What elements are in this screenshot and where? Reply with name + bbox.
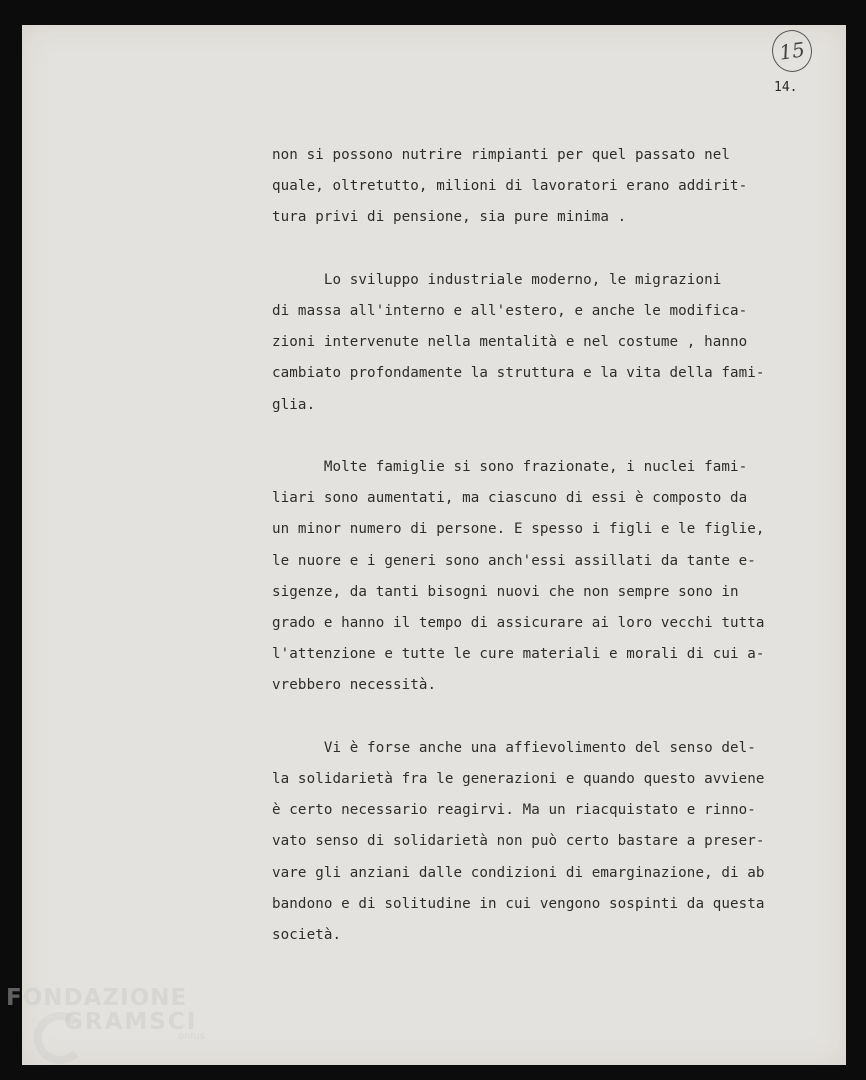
text-line: un minor numero di persone. E spesso i figli e le figlie, xyxy=(272,521,765,538)
watermark-line1: FONDAZIONE xyxy=(6,985,188,1011)
text-line: tura privi di pensione, sia pure minima . xyxy=(272,209,627,226)
text-line: le nuore e i generi sono anch'essi assillati da tante e- xyxy=(272,552,756,569)
paragraph-1 xyxy=(272,140,812,234)
text-line: cambiato profondamente la struttura e la vita della fami- xyxy=(272,365,765,382)
text-line: di massa all'interno e all'estero, e anche le modifica- xyxy=(272,303,748,319)
text-line: Molte famiglie si sono frazionate, i nuclei fami- xyxy=(272,459,748,475)
text-line: l'attenzione e tutte le cure materiali e morali di cui a- xyxy=(272,646,765,663)
text-line: vrebbero necessità. xyxy=(272,677,437,694)
text-line: grado e hanno il tempo di assicurare ai loro vecchi tutta xyxy=(272,615,765,632)
text-line: sigenze, da tanti bisogni nuovi che non sempre sono in xyxy=(272,583,739,600)
text-line: glia. xyxy=(272,396,316,413)
body-text xyxy=(272,140,812,982)
watermark-line3: onlus xyxy=(178,1031,205,1042)
text-line: vato senso di solidarietà non può certo bastare a preser- xyxy=(272,833,765,850)
watermark xyxy=(6,985,205,1042)
text-line: Vi è forse anche una affievolimento del senso del- xyxy=(272,739,756,756)
text-line: vare gli anziani dalle condizioni di emarginazione, di ab xyxy=(272,864,765,881)
text-line: zioni intervenute nella mentalità e nel costume , hanno xyxy=(272,334,748,351)
page-number: 14. xyxy=(774,80,798,95)
paragraph-2 xyxy=(272,265,812,421)
watermark-line2: GRAMSCI xyxy=(64,1009,198,1035)
paragraph-4 xyxy=(272,733,812,951)
archive-number-text: 15 xyxy=(777,37,807,65)
text-line: Lo sviluppo industriale moderno, le migrazioni xyxy=(272,271,722,288)
text-line: la solidarietà fra le generazioni e quando questo avviene xyxy=(272,771,765,788)
text-line: è certo necessario reagirvi. Ma un riacquistato e rinno- xyxy=(272,802,756,819)
text-line: bandono e di solitudine in cui vengono sospinti da questa xyxy=(272,895,765,912)
text-line: liari sono aumentati, ma ciascuno di essi è composto da xyxy=(272,490,748,507)
text-line: non si possono nutrire rimpianti per quel passato nel xyxy=(272,147,731,163)
text-line: società. xyxy=(272,927,342,944)
paragraph-3 xyxy=(272,452,812,702)
text-line: quale, oltretutto, milioni di lavoratori erano addirit- xyxy=(272,178,748,195)
